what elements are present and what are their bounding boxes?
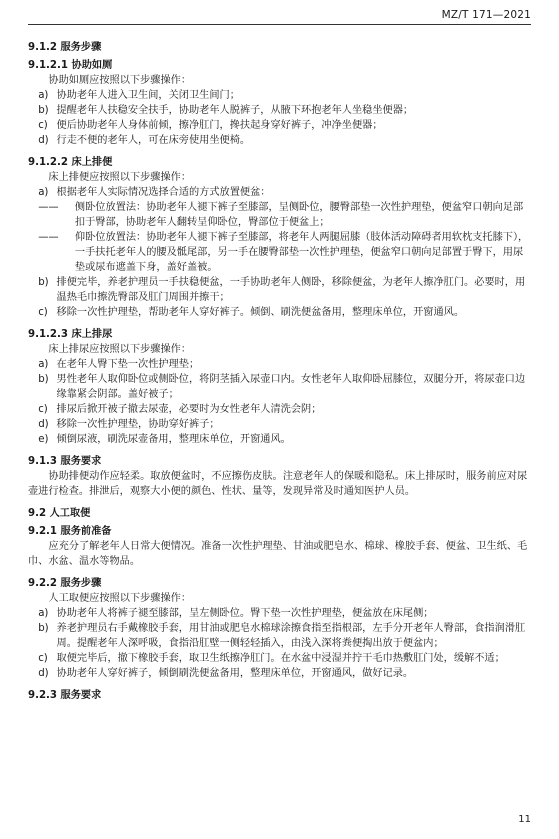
- item-text: 倾倒尿液，刷洗尿壶备用，整理床单位，开窗通风。: [56, 434, 291, 445]
- heading-9-1-2-2: 9.1.2.2 床上排便: [28, 157, 113, 168]
- item-marker: a): [38, 90, 49, 101]
- item-marker: d): [38, 668, 49, 679]
- list-item: [28, 432, 531, 447]
- item-marker: ——: [38, 232, 59, 243]
- list-item: [28, 103, 531, 118]
- item-text: 协助老年人穿好裤子，倾倒刷洗便盆备用，整理床单位，开窗通风，做好记录。: [56, 668, 414, 679]
- paragraph-9-1-3: 协助排便动作应轻柔。取放便盆时，不应擦伤皮肤。注意老年人的保暖和隐私。床上排尿时，服务前应对尿壶进行检查。排泄后，观察大小便的颜色、性状、量等，发现异常及时通知医护人员。: [28, 471, 528, 497]
- document-body: [28, 40, 531, 703]
- item-marker: d): [38, 135, 49, 146]
- heading-9-2-1: 9.2.1 服务前准备: [28, 526, 112, 537]
- item-marker: a): [38, 608, 49, 619]
- paragraph-9-2-1: 应充分了解老年人日常大便情况。准备一次性护理垫、甘油或肥皂水、棉球、橡胶手套、便盆、卫生纸、毛巾、水盆、温水等物品。: [28, 541, 528, 567]
- item-text: 侧卧位放置法：协助老年人褪下裤子至膝部，呈侧卧位，腰臀部垫一次性护理垫，便盆窄口朝向足部扣于臀部，协助老年人翻转呈仰卧位，臀部位于便盆上；: [74, 202, 524, 228]
- steps-list: [28, 606, 531, 681]
- item-marker: c): [38, 653, 48, 664]
- item-text: 协助老年人将裤子褪至膝部，呈左侧卧位。臀下垫一次性护理垫，便盆放在床尾侧；: [56, 608, 434, 619]
- header-rule: [28, 24, 531, 25]
- intro-9-2-2: 人工取便应按照以下步骤操作：: [48, 593, 192, 604]
- list-item: [28, 305, 531, 320]
- heading-9-1-3: 9.1.3 服务要求: [28, 456, 102, 467]
- heading-9-1-2: 9.1.2 服务步骤: [28, 42, 102, 53]
- list-item: [28, 402, 531, 417]
- intro-9-1-2-2: 床上排便应按照以下步骤操作：: [48, 172, 192, 183]
- heading-9-2: 9.2 人工取便: [28, 508, 91, 519]
- list-item: [28, 606, 531, 621]
- list-item: [28, 275, 531, 305]
- item-text: 协助老年人进入卫生间，关闭卫生间门；: [56, 90, 240, 101]
- item-text: 排尿后掀开被子撤去尿壶，必要时为女性老年人清洗会阴；: [56, 404, 322, 415]
- steps-list: [28, 88, 531, 148]
- item-marker: d): [38, 419, 49, 430]
- list-item: [28, 372, 531, 402]
- item-marker: ——: [38, 202, 59, 213]
- item-marker: c): [38, 307, 48, 318]
- intro-9-1-2-1: 协助如厕应按照以下步骤操作：: [48, 75, 192, 86]
- list-item: [28, 357, 531, 372]
- list-item: [28, 185, 531, 200]
- item-marker: b): [38, 623, 49, 634]
- item-text: 提醒老年人扶稳安全扶手，协助老年人脱裤子，从腋下环抱老年人坐稳坐便器；: [56, 105, 414, 116]
- item-text: 养老护理员右手戴橡胶手套，用甘油或肥皂水棉球涂擦食指至指根部，左手分开老年人臀部，食指润滑肛周。提醒老年人深呼吸，食指沿肛壁一侧轻轻插入，由浅入深将粪便掏出放于便盆内；: [56, 623, 526, 649]
- item-text: 仰卧位放置法：协助老年人褪下裤子至膝部，将老年人两腿屈膝（肢体活动障碍者用软枕支托膝下），一手扶托老年人的腰及骶尾部，另一手在腰臀部垫一次性护理垫，便盆窄口朝向足部置于臀下，用尿垫或尿布遮盖下身，盖好盖被。: [74, 232, 529, 273]
- list-item: [28, 621, 531, 651]
- item-marker: c): [38, 120, 48, 131]
- item-marker: a): [38, 187, 49, 198]
- list-item: [28, 417, 531, 432]
- item-marker: c): [38, 404, 48, 415]
- list-item: [28, 651, 531, 666]
- item-marker: b): [38, 277, 49, 288]
- heading-9-2-3: 9.2.3 服务要求: [28, 690, 102, 701]
- list-item: [28, 133, 531, 148]
- list-item: [28, 666, 531, 681]
- item-text: 行走不便的老年人，可在床旁使用坐便椅。: [56, 135, 251, 146]
- item-marker: a): [38, 359, 49, 370]
- list-item: [28, 118, 531, 133]
- item-text: 根据老年人实际情况选择合适的方式放置便盆：: [56, 187, 271, 198]
- item-text: 排便完毕，养老护理员一手扶稳便盆，一手协助老年人侧卧，移除便盆，为老年人擦净肛门。必要时，用温热毛巾擦洗臀部及肛门周围并擦干；: [56, 277, 526, 303]
- list-item: [28, 88, 531, 103]
- item-text: 便后协助老年人身体前倾，擦净肛门，搀扶起身穿好裤子，冲净坐便器；: [56, 120, 383, 131]
- intro-9-1-2-3: 床上排尿应按照以下步骤操作：: [48, 344, 192, 355]
- standard-number: MZ/T 171—2021: [441, 9, 531, 21]
- steps-list: [28, 357, 531, 447]
- page-number: 11: [518, 814, 531, 825]
- item-marker: e): [38, 434, 49, 445]
- item-text: 在老年人臀下垫一次性护理垫；: [56, 359, 200, 370]
- heading-9-1-2-1: 9.1.2.1 协助如厕: [28, 60, 113, 71]
- heading-9-1-2-3: 9.1.2.3 床上排尿: [28, 329, 113, 340]
- item-text: 移除一次性护理垫，帮助老年人穿好裤子。倾倒、刷洗便盆备用，整理床单位，开窗通风。: [56, 307, 465, 318]
- item-marker: b): [38, 374, 49, 385]
- sub-list-item: [28, 200, 531, 230]
- heading-9-2-2: 9.2.2 服务步骤: [28, 578, 102, 589]
- item-marker: b): [38, 105, 49, 116]
- sub-list: [28, 200, 531, 275]
- item-text: 移除一次性护理垫，协助穿好裤子；: [56, 419, 220, 430]
- item-text: 男性老年人取仰卧位或侧卧位，将阴茎插入尿壶口内。女性老年人取仰卧屈膝位，双腿分开，将尿壶口边缘靠紧会阴部。盖好被子；: [56, 374, 526, 400]
- steps-list: [28, 275, 531, 320]
- item-text: 取便完毕后，撤下橡胶手套，取卫生纸擦净肛门。在水盆中浸湿并拧干毛巾热敷肛门处，缓解不适；: [56, 653, 505, 664]
- sub-list-item: [28, 230, 531, 275]
